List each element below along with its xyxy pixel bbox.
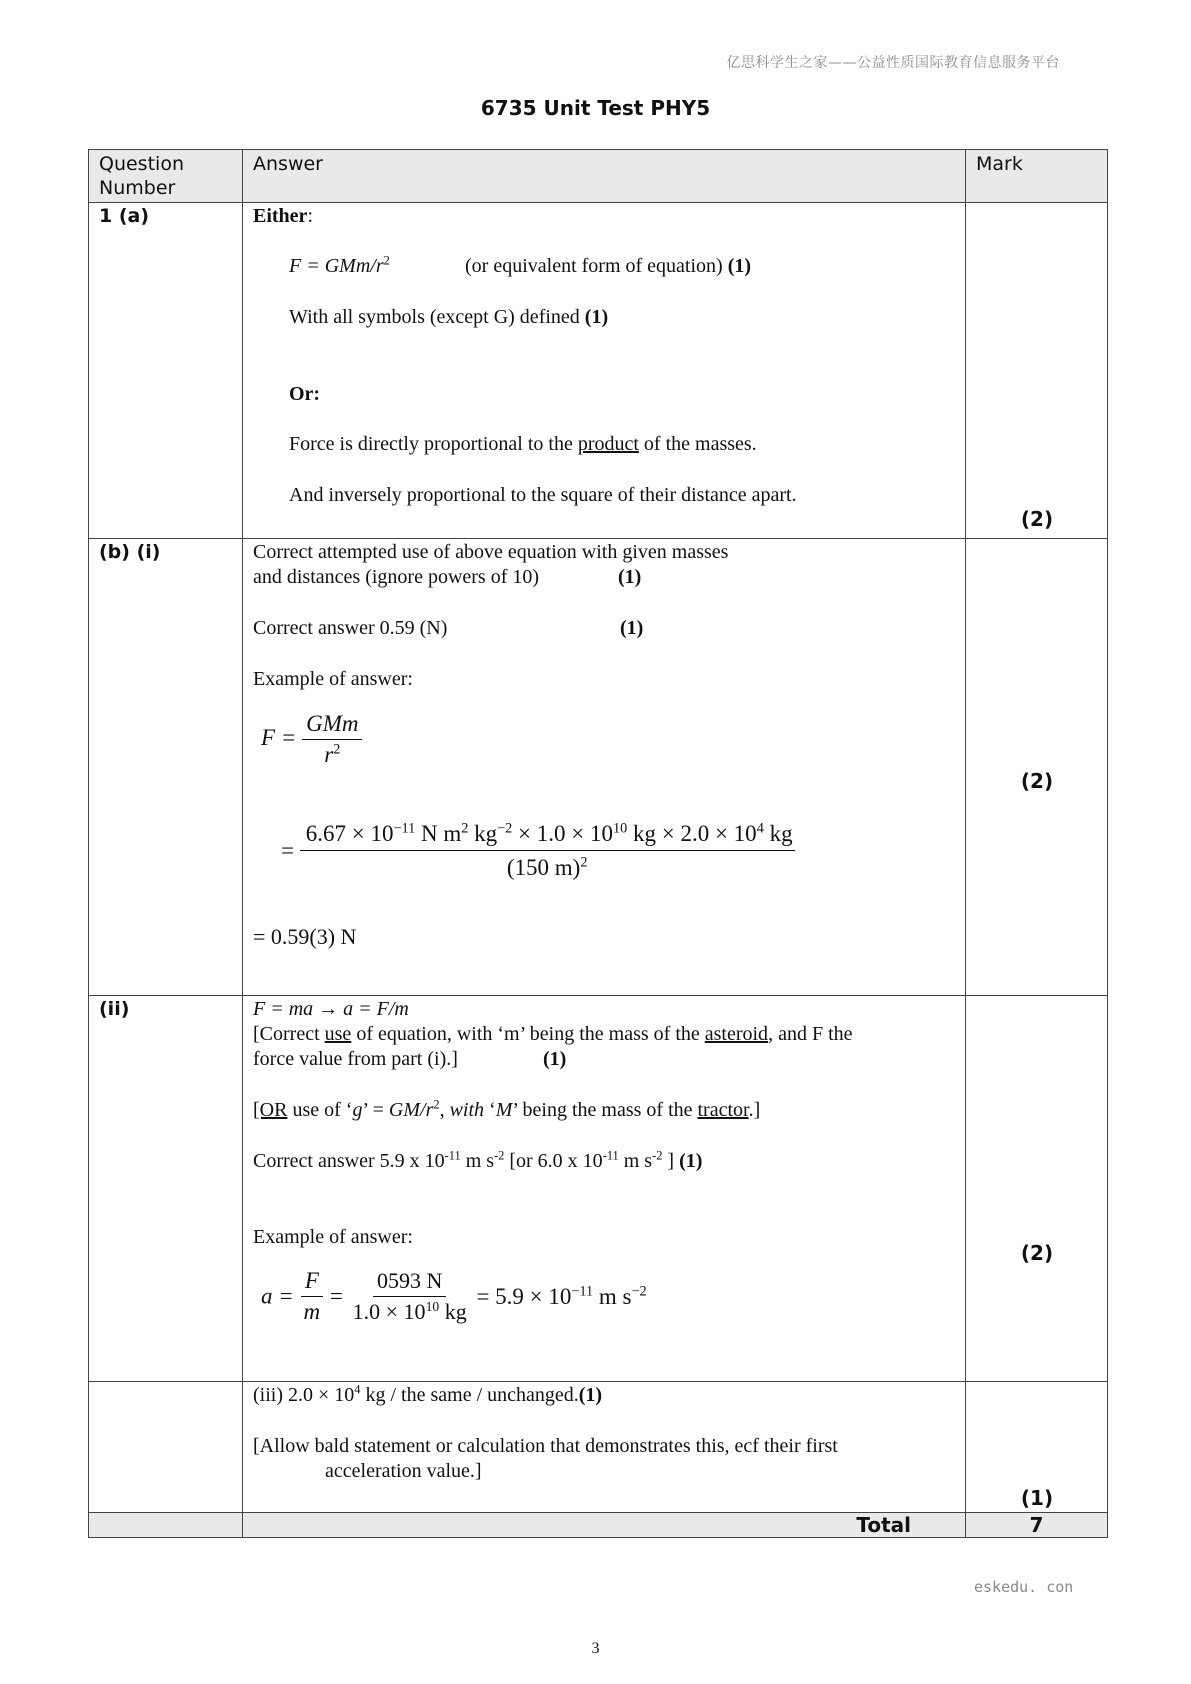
question-label: (b) (i) [99, 541, 161, 563]
mark-value: (2) [1020, 1241, 1054, 1265]
example-label: Example of answer: [253, 1226, 413, 1248]
answer-text: with [449, 1099, 485, 1121]
exponent: −11 [571, 1282, 594, 1299]
or-label: Or: [289, 383, 321, 405]
answer-text: use of ‘ [287, 1099, 353, 1121]
equals-sign: = [281, 838, 294, 863]
formula-numerator: F [304, 1268, 319, 1293]
exponent: 2 [383, 253, 390, 268]
total-row [89, 1513, 1108, 1538]
header-banner: 亿思科学生之家——公益性质国际教育信息服务平台 [726, 55, 1060, 71]
answer-text: Correct answer 0.59 (N) [253, 617, 448, 639]
answer-text: force value from part (i).] [253, 1048, 458, 1070]
answer-text-underlined: tractor [697, 1099, 749, 1121]
answer-cell [243, 1382, 966, 1513]
formula-text: (150 m) [506, 855, 581, 880]
answer-text: F = ma → a = F/m [253, 998, 409, 1020]
answer-text: [or 6.0 x 10 [504, 1150, 603, 1172]
page-number: 3 [591, 1640, 600, 1657]
mark-point: (1) [620, 617, 644, 639]
exponent: -11 [444, 1148, 461, 1163]
answer-text: acceleration value.] [325, 1460, 482, 1482]
formula-result: = 0.59(3) N [253, 924, 357, 949]
answer-text: kg / the same / unchanged. [360, 1384, 579, 1406]
mark-scheme-table [88, 149, 1108, 1538]
exponent: 10 [425, 1298, 440, 1314]
exponent: 2 [333, 741, 341, 758]
exponent: 10 [612, 820, 628, 837]
exponent: 4 [354, 1382, 361, 1397]
answer-cell [243, 203, 966, 539]
answer-text: , [439, 1099, 450, 1121]
formula-text: 6.67 × 10 [305, 821, 394, 846]
formula-numerator: GMm [306, 711, 359, 736]
symbols-text: With all symbols (except G) defined [289, 306, 580, 328]
formula-denominator: 1.0 × 10 [352, 1299, 426, 1324]
equation-text: F = GMm/r [289, 255, 384, 277]
formula-gravity [261, 711, 362, 768]
answer-text: ’ = [362, 1099, 389, 1121]
equals-sign: = [329, 1283, 343, 1309]
answer-text: [Allow bald statement or calculation that demonstrates this, ecf their first [253, 1435, 838, 1457]
exponent: −2 [497, 820, 513, 837]
mark-point: (1) [543, 1048, 567, 1070]
footer-site-label: eskedu. con [974, 1578, 1074, 1596]
colon: : [307, 205, 313, 227]
formula-text: × 1.0 × 10 [512, 821, 613, 846]
exponent: 4 [756, 820, 764, 837]
answer-text-underlined: product [577, 433, 639, 455]
answer-text: And inversely proportional to the square of their distance apart. [289, 484, 797, 506]
formula-denominator: kg [439, 1299, 467, 1324]
mark-point: (1) [578, 1384, 603, 1406]
table-row [89, 996, 1108, 1382]
mark-value: (2) [1020, 769, 1054, 793]
formula-lhs: F = [261, 724, 297, 750]
formula-acceleration [261, 1268, 647, 1325]
formula-result: = 5.9 × 10 [476, 1283, 572, 1309]
answer-text: Correct answer 5.9 x 10 [253, 1150, 445, 1172]
answer-text: m s [460, 1150, 495, 1172]
question-label: 1 (a) [99, 205, 150, 227]
mark-value: (2) [1020, 507, 1054, 531]
exponent: −2 [631, 1282, 647, 1299]
page-title: 6735 Unit Test PHY5 [480, 96, 711, 120]
exponent: 2 [433, 1097, 440, 1112]
either-label: Either [253, 205, 308, 227]
exponent: −11 [393, 820, 416, 837]
answer-text: M [495, 1099, 513, 1121]
mark-point: (1) [584, 306, 609, 328]
mark-point: (1) [618, 566, 642, 588]
answer-cell [243, 539, 966, 996]
formula-numerator: 0593 N [376, 1268, 443, 1293]
answer-text: Force is directly proportional to the [289, 433, 578, 455]
exponent: 2 [580, 854, 588, 871]
formula-text: kg × 2.0 × 10 [627, 821, 757, 846]
answer-text: , and F the [768, 1023, 853, 1045]
mark-point: (1) [679, 1150, 703, 1172]
table-header-row [89, 150, 1108, 203]
formula-denominator: m [303, 1299, 321, 1324]
answer-text: [Correct [253, 1023, 325, 1045]
answer-text: .] [748, 1099, 761, 1121]
mark-value: (1) [1020, 1486, 1054, 1510]
answer-text: Correct attempted use of above equation with given masses [253, 541, 729, 563]
answer-text: and distances (ignore powers of 10) [253, 566, 540, 588]
table-row [89, 539, 1108, 996]
mark-point: (1) [727, 255, 752, 277]
table-row [89, 203, 1108, 539]
formula-text: kg [468, 821, 498, 846]
formula-result: m s [593, 1283, 632, 1309]
exponent: -2 [652, 1148, 663, 1163]
total-label: Total [243, 1513, 966, 1538]
answer-text: of the masses. [638, 433, 757, 455]
answer-text: GM/r [388, 1099, 434, 1121]
answer-text: m s [618, 1150, 653, 1172]
header-question: Question Number [99, 153, 184, 199]
total-value: 7 [966, 1513, 1108, 1538]
exponent: -11 [602, 1148, 619, 1163]
answer-text: ’ being the mass of the [512, 1099, 698, 1121]
formula-substitution [281, 821, 795, 881]
answer-text: ] [662, 1150, 675, 1172]
exponent: 2 [461, 820, 469, 837]
answer-text-underlined: use [324, 1023, 352, 1045]
answer-text: (iii) 2.0 × 10 [253, 1384, 355, 1406]
exponent: -2 [494, 1148, 505, 1163]
formula-text: N m [415, 821, 462, 846]
header-mark: Mark [976, 153, 1023, 175]
example-label: Example of answer: [253, 668, 413, 690]
question-label: (ii) [99, 998, 130, 1020]
answer-text: of equation, with ‘m’ being the mass of the [351, 1023, 705, 1045]
answer-text: g [352, 1099, 363, 1121]
answer-text: ‘ [484, 1099, 496, 1121]
equation-note: (or equivalent form of equation) [465, 255, 723, 277]
formula-denominator: r [324, 742, 334, 767]
table-row [89, 1382, 1108, 1513]
formula-lhs: a = [261, 1283, 294, 1309]
formula-text: kg [763, 821, 793, 846]
answer-text-underlined: asteroid [704, 1023, 769, 1045]
answer-text-underlined: [OR [253, 1099, 288, 1121]
header-answer: Answer [253, 153, 323, 175]
answer-cell [243, 996, 966, 1382]
